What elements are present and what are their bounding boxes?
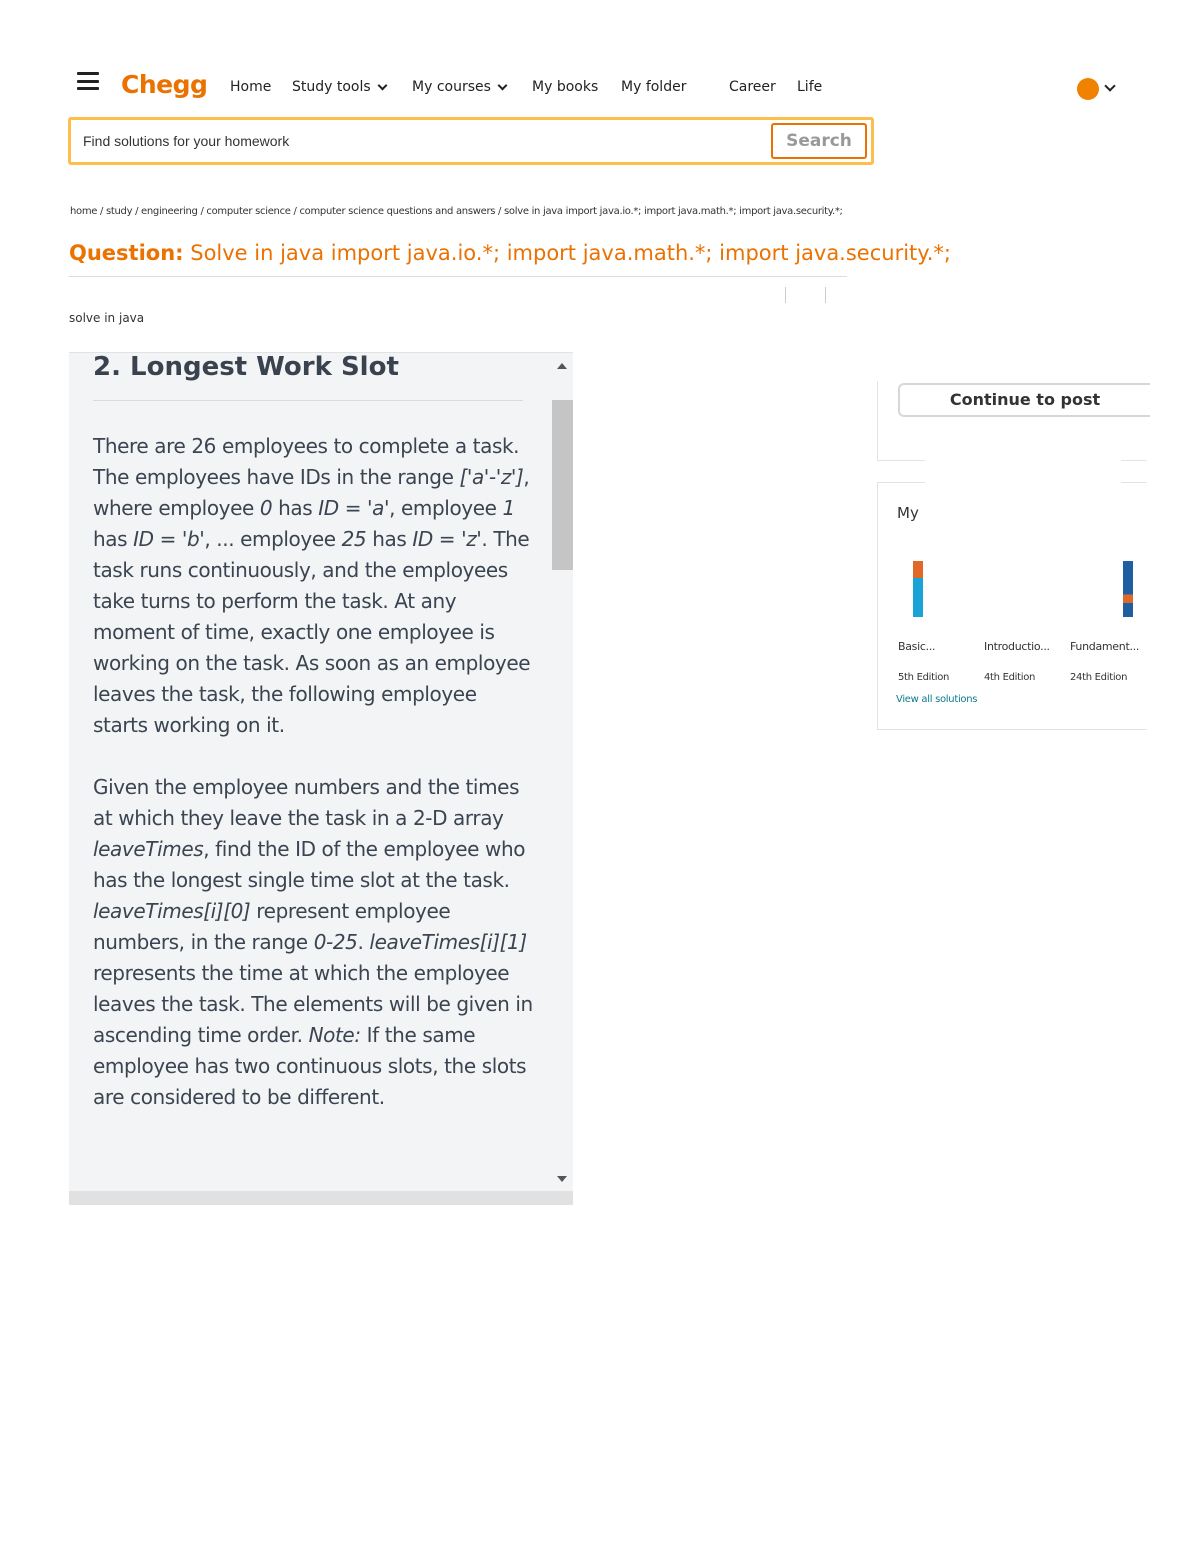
text-run: ID = 'b' <box>133 527 205 551</box>
question-label: Question: <box>69 241 184 265</box>
search-bar <box>68 117 874 165</box>
question-image-panel <box>69 352 573 1204</box>
text-run: has <box>366 527 413 551</box>
nav-life-label: Life <box>797 79 823 95</box>
nav-my-books[interactable] <box>532 79 598 95</box>
divider <box>825 287 826 303</box>
chevron-down-icon[interactable] <box>1104 80 1115 91</box>
book-cover-1[interactable] <box>913 561 923 617</box>
text-run: 0-25 <box>313 930 358 954</box>
text-run: Note: <box>308 1023 361 1047</box>
nav-home[interactable] <box>230 79 271 95</box>
problem-heading: 2. Longest Work Slot <box>93 352 399 382</box>
continue-to-post-button[interactable]: Continue to post <box>898 383 1150 417</box>
nav-my-courses-label: My courses <box>412 79 491 95</box>
book-edition-1: 5th Edition <box>898 672 950 683</box>
text-run: . <box>357 930 370 954</box>
divider <box>785 287 786 303</box>
avatar[interactable] <box>1077 78 1099 100</box>
card-gap <box>925 460 1121 484</box>
nav-study-tools[interactable] <box>292 79 386 95</box>
nav-my-books-label: My books <box>532 79 599 95</box>
text-run: leaveTimes[i][1] <box>369 930 527 954</box>
breadcrumb[interactable]: home / study / engineering / computer science / computer science questions and answers / solve in java import java.io.*; import java.math.*; import java.security.*; <box>70 206 843 217</box>
text-run: has <box>93 527 134 551</box>
book-edition-2: 4th Edition <box>984 672 1036 683</box>
question-image-content <box>93 353 533 1191</box>
text-run: . The task runs continuously, and the employees take turns to perform the task. At any moment of time, exactly one employee is working on the task. As soon as an employee leaves the task, the following employee starts working on it. <box>93 527 531 737</box>
text-run: 25 <box>341 527 367 551</box>
text-run: ID = 'z' <box>412 527 482 551</box>
nav-career-label: Career <box>729 79 776 95</box>
nav-career[interactable] <box>729 79 776 95</box>
nav-study-tools-label: Study tools <box>292 79 371 95</box>
search-button[interactable]: Search <box>771 123 867 159</box>
text-run: , where employee <box>93 465 530 520</box>
book-edition-3: 24th Edition <box>1070 672 1128 683</box>
text-run: , employee <box>389 496 503 520</box>
scroll-down-icon[interactable] <box>557 1176 567 1182</box>
post-card <box>877 381 1147 461</box>
text-run: represents the time at which the employee leaves the task. The elements will be given in ascending time order. <box>93 961 533 1047</box>
book-cover-3[interactable] <box>1123 561 1133 617</box>
problem-paragraph-1 <box>93 431 533 741</box>
my-textbooks-heading: My <box>897 504 919 522</box>
text-run: 1 <box>502 496 515 520</box>
text-run: Given the employee numbers and the times at which they leave the task in a 2-D array <box>93 775 520 830</box>
scrollbar-thumb[interactable] <box>552 400 573 570</box>
chevron-down-icon <box>497 80 507 90</box>
text-run: represent employee numbers, in the range <box>93 899 451 954</box>
text-run: leaveTimes[i][0] <box>93 899 251 923</box>
book-title-1[interactable]: Basic... <box>898 640 936 653</box>
nav-my-folder[interactable] <box>621 79 686 95</box>
book-title-3[interactable]: Fundament... <box>1070 640 1140 653</box>
divider <box>93 400 523 401</box>
scroll-up-icon[interactable] <box>557 363 567 369</box>
menu-icon[interactable] <box>76 70 100 92</box>
chegg-logo[interactable]: Chegg <box>121 70 208 99</box>
text-run: 0 <box>259 496 273 520</box>
search-input[interactable] <box>83 130 763 152</box>
nav-home-label: Home <box>230 79 272 95</box>
text-run: ['a'-'z'] <box>459 465 524 489</box>
text-run: There are 26 employees to complete a task. The employees have IDs in the range <box>93 434 520 489</box>
page-title <box>69 241 951 265</box>
view-all-solutions-link[interactable]: View all solutions <box>896 694 978 705</box>
nav-my-folder-label: My folder <box>621 79 687 95</box>
horizontal-scrollbar[interactable] <box>69 1191 573 1205</box>
chevron-down-icon <box>377 80 387 90</box>
text-run: , ... employee <box>204 527 342 551</box>
problem-paragraph-2 <box>93 772 533 1113</box>
book-title-2[interactable]: Introductio... <box>984 640 1050 653</box>
text-run: If the same employee has two continuous slots, the slots are considered to be different. <box>93 1023 527 1109</box>
text-run: leaveTimes <box>93 837 204 861</box>
nav-my-courses[interactable] <box>412 79 506 95</box>
text-run: has <box>272 496 319 520</box>
question-title-text: Solve in java import java.io.*; import java.math.*; import java.security.*; <box>183 241 951 265</box>
text-run: , find the ID of the employee who has the longest single time slot at the task. <box>93 837 526 892</box>
text-run: ID = 'a' <box>318 496 390 520</box>
title-divider <box>69 276 847 277</box>
question-body: solve in java <box>69 311 145 325</box>
nav-life[interactable] <box>797 79 822 95</box>
